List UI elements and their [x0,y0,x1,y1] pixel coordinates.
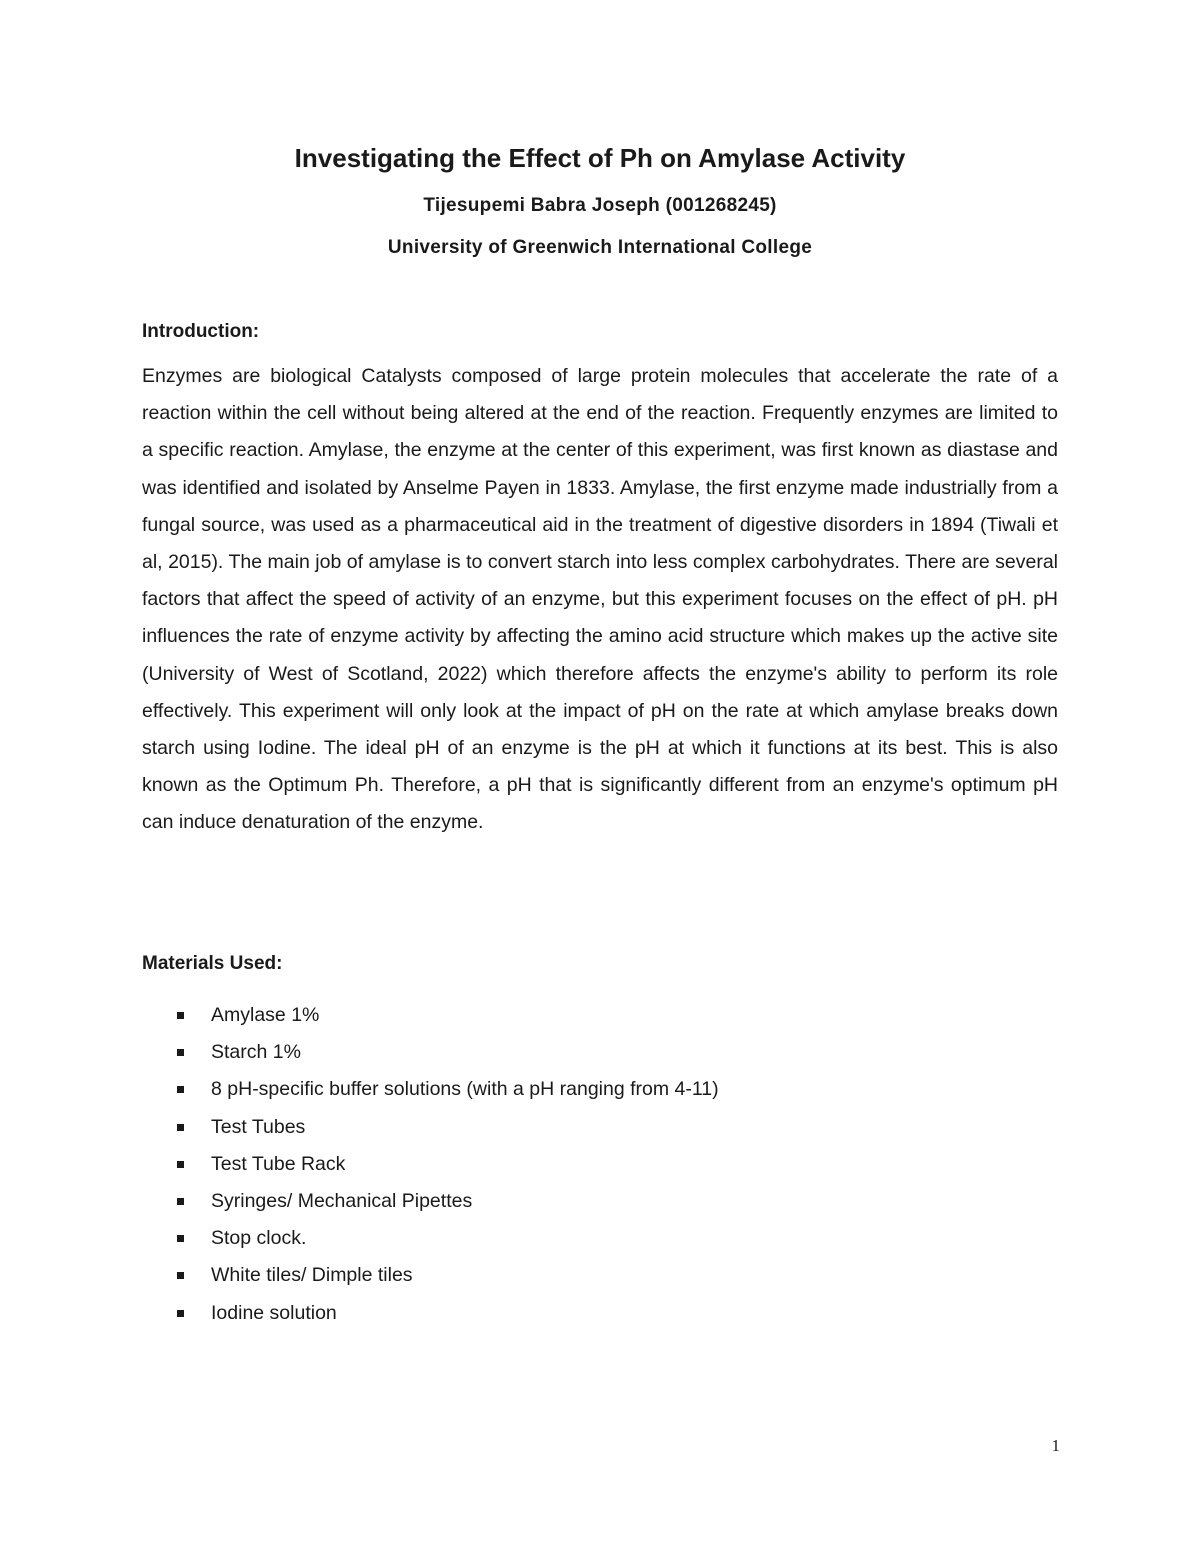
list-item-label: 8 pH-specific buffer solutions (with a pH ranging from 4-11) [211,1078,719,1101]
list-item [142,1146,1042,1183]
introduction-heading: Introduction: [142,321,260,342]
list-item [142,1034,1042,1071]
list-item-label: Iodine solution [211,1301,337,1324]
list-item [142,997,1042,1034]
list-item-label: Syringes/ Mechanical Pipettes [211,1189,473,1212]
square-bullet-icon [177,1161,184,1168]
author-line: Tijesupemi Babra Joseph (001268245) [423,195,777,216]
list-item-label: Starch 1% [211,1041,301,1064]
materials-heading: Materials Used: [142,953,283,974]
list-item [142,1220,1042,1257]
list-item-label: Stop clock. [211,1227,307,1250]
list-item-label: Test Tube Rack [211,1152,346,1175]
list-item [142,1109,1042,1146]
list-item [142,1257,1042,1294]
list-item-label: Amylase 1% [211,1004,320,1026]
square-bullet-icon [177,1086,184,1093]
square-bullet-icon [177,1124,184,1131]
square-bullet-icon [177,1272,184,1279]
list-item-label: White tiles/ Dimple tiles [211,1264,413,1287]
page-number: 1 [1051,1436,1060,1455]
list-item [142,1183,1042,1220]
document-title: Investigating the Effect of Ph on Amylase Activity [294,143,906,173]
materials-list [142,997,1042,1332]
square-bullet-icon [177,1049,184,1056]
introduction-body: Enzymes are biological Catalysts composed of large protein molecules that accelerate the rate of a reaction within the cell without being altered at the end of the reaction. Frequently enzymes are limited to a specific reaction. Amylase, the enzyme at the center of this experiment, was first known as diastase and was identified and isolated by Anselme Payen in 1833. Amylase, the first enzyme made industrially from a fungal source, was used as a pharmaceutical aid in the treatment of digestive disorders in 1894 (Tiwali et al, 2015). The main job of amylase is to convert starch into less complex carbohydrates. There are several factors that affect the speed of activity of an enzyme, but this experiment focuses on the effect of pH. pH influences the rate of enzyme activity by affecting the amino acid structure which makes up the active site (University of West of Scotland, 2022) which therefore affects the enzyme's ability to perform its role effectively. This experiment will only look at the impact of pH on the rate at which amylase breaks down starch using Iodine. The ideal pH of an enzyme is the pH at which it functions at its best. This is also known as the Optimum Ph. Therefore, a pH that is significantly different from an enzyme's optimum pH can induce denaturation of the enzyme. [142,365,1058,834]
square-bullet-icon [177,1012,184,1019]
square-bullet-icon [177,1310,184,1317]
list-item [142,1071,1042,1108]
list-item [142,1295,1042,1332]
institution-line: University of Greenwich International College [387,237,813,258]
list-item-label: Test Tubes [211,1115,306,1138]
square-bullet-icon [177,1198,184,1205]
square-bullet-icon [177,1235,184,1242]
